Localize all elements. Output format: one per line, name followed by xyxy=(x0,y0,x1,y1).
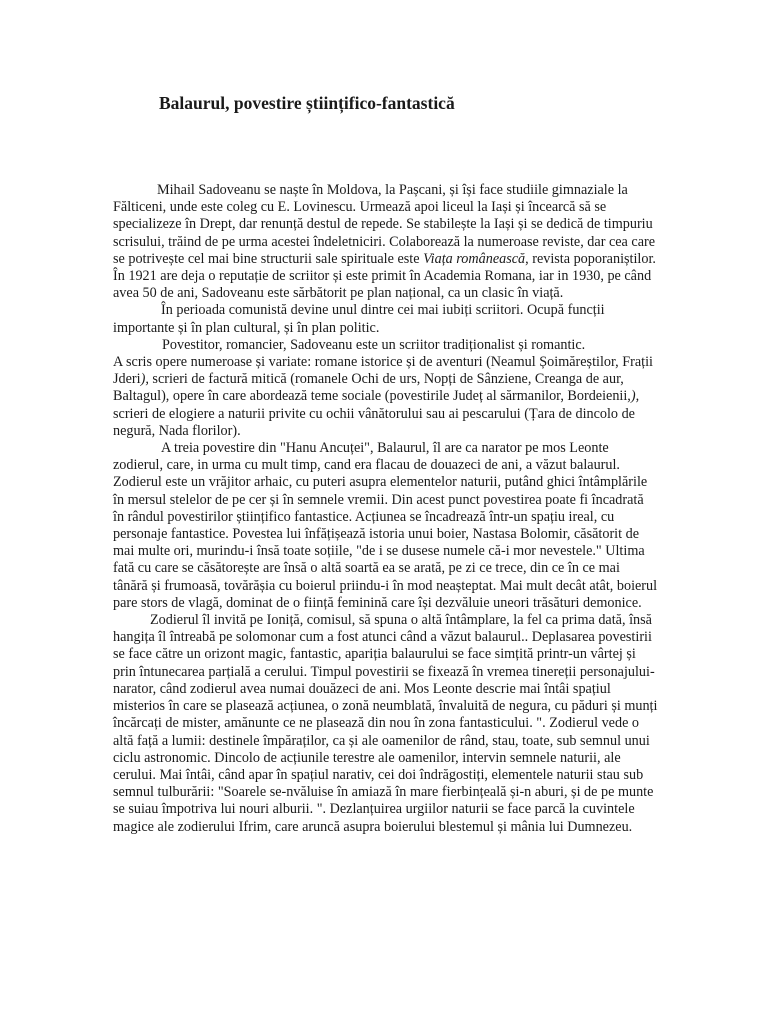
journal-title-italic: Viața românească xyxy=(423,250,526,267)
paragraph-writer-type xyxy=(113,337,658,354)
italic-punctuation: ), xyxy=(630,388,640,405)
paragraph-text: Zodierul îl invită pe Ioniță, comisul, să spuna o altă întâmplare, la fel ca prima dată, însă hangița îl întreabă pe solomonar cum a fost atunci când a văzut balaurul.. Deplasarea povestirii se face către un orizont magic, fantastic, apariția balaurului se face simțită printr-un vârtej și prin întunecarea parțială a cerului. Timpul povestirii se fixează în vremea tinereții personajului-narator, când zodierul avea numai douăzeci de ani. Mos Leonte descrie mai întâi spațiul misterios în care se plasează acțiunea, o zonă neumblată, învaluită de negura, cu păduri și munți încărcați de mister, amănunte ce ne plasează din nou în zona fantasticului. ". Zodierul vede o altă față a lumii: destinele împăraților, ca și ale oamenilor de rând, stau, toate, sub semnul unui ciclu astronomic. Dincolo de acțiunile terestre ale oamenilor, intervin semnele naturii, ale cerului. Mai întâi, când apar în spațiul narativ, cei doi îndrăgostiți, elementele naturii stau sub semnul tulburării: "Soarele se-nvăluise în amiază în mare fierbințeală și-n aburi, și de pe munte se suiau împotriva lui nouri alburii. ". Dezlanțuirea urgiilor naturii se face parcă la cuvintele magice ale zodierului Ifrim, care aruncă asupra boierului blestemul și mânia lui Dumnezeu. xyxy=(113,612,658,835)
paragraph-communist-period xyxy=(113,302,658,336)
italic-punctuation: ), xyxy=(140,371,149,388)
paragraph-text: Povestitor, romancier, Sadoveanu este un scriitor tradiționalist și romantic. xyxy=(162,336,586,353)
paragraph-text: A treia povestire din "Hanu Ancuței", Balaurul, îl are ca narator pe mos Leonte zodierul, care, in urma cu mult timp, cand era flacau de douazeci de ani, a văzut balaurul. Zodierul este un vrăjitor arhaic, cu puteri asupra elementelor naturii, putând ghici întâmplările în mersul stelelor de pe cer și în semnele vremii. Din acest punct povestirea poate fi încadrată în rândul povestirilor științifico fantastice. Acțiunea se încadrează într-un spațiu ireal, cu personaje fantastice. Povestea lui înfățișează istoria unui boier, Nastasa Bolomir, căsătorit de mai multe ori, murindu-i însă toate soțiile, "de i se dusese numele că-i mor nevestele." Ultima fată cu care se căsătorește are însă o altă soartă ea se arată, pe zi ce trece, din ce în ce mai tânără și frumoasă, tovărășia cu boierul priindu-i în mod neașteptat. Mai mult decât atât, boierul pare stors de vlagă, dominat de o ființă feminină care își dezvăluie uneori trăsături demonice. xyxy=(113,440,658,611)
document-body xyxy=(113,182,658,836)
paragraph-text: A scris opere numeroase și variate: romane istorice și de aventuri (Neamul Șoimăreștilor, Frații Jderi xyxy=(113,354,653,388)
paragraph-text: Mihail Sadoveanu se naște în Moldova, la Pașcani, și își face studiile gimnaziale la Fălticeni, unde este coleg cu E. Lovinescu. Urmează apoi liceul la Iași și încearcă să se specializeze în Drept, dar renunță destul de repede. Se stabilește la Iași și se dedică de timpuriu scrisului, trăind de pe urma acestei îndeletniciri. Colaborează la numeroase reviste, dar cea care se potrivește cel mai bine structurii sale spirituale este xyxy=(113,182,656,267)
paragraph-text: , revista poporaniștilor. În 1921 are deja o reputație de scriitor și este primit în Academia Romana, iar in 1930, pe când avea 50 de ani, Sadoveanu este sărbătorit pe plan național, ca un clasic în viață. xyxy=(113,250,656,302)
paragraph-text: În perioada comunistă devine unul dintre cei mai iubiți scriitori. Ocupă funcții importante și în plan cultural, și în plan politic. xyxy=(113,302,605,336)
document-title: Balaurul, povestire științifico-fantastică xyxy=(159,93,455,113)
paragraph-works xyxy=(113,354,658,440)
paragraph-text: scrieri de elogiere a naturii privite cu ochii vânătorului sau ai pescarului (Țara de dincolo de negură, Nada florilor). xyxy=(113,405,635,439)
paragraph-zodier-narration xyxy=(113,612,658,836)
paragraph-balaurul-story xyxy=(113,440,658,612)
paragraph-text: scrieri de factură mitică (romanele Ochi de urs, Nopți de Sânziene, Creanga de aur, Baltagul), opere în care abordează teme sociale (povestirile Județ al sărmanilor, Bordeienii, xyxy=(113,371,631,405)
paragraph-biography xyxy=(113,182,658,302)
